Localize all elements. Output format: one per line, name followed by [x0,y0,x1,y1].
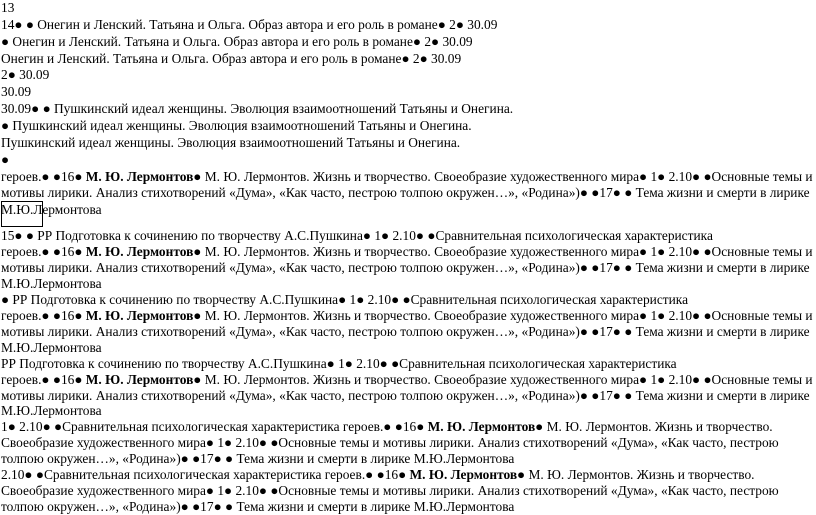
text-segment: толпою окружен…», «Родина»)● ●17● ● Тема жизни и смерти в лирике М.Ю.Лермонтова [1,499,515,515]
text-line [1,291,814,308]
text-segment: РР Подготовка к сочинению по творчеству А.С.Пушкина● 1● 2.10● ●Сравнительная психологическая характеристика [1,355,677,371]
text-segment: 30.09 [1,84,32,100]
text-line [1,498,814,515]
bold-author-name: М. Ю. Лермонтов● [427,419,544,435]
text-line [1,151,814,168]
text-line [1,434,814,451]
bold-author-name: М. Ю. Лермонтов● [85,307,202,323]
text-segment: Своеобразие художественного мира● 1● 2.10● ●Основные темы и мотивы лирики. Анализ стихотворений «Дума», «Как часто, пестрою [1,435,779,451]
text-segment: Пушкинский идеал женщины. Эволюция взаимоотношений Татьяны и Онегина. [1,134,461,150]
text-line [1,201,814,218]
text-segment: 14● ● Онегин и Ленский. Татьяна и Ольга. Образ автора и его роль в романе● 2● 30.09 [1,16,498,32]
text-line [1,243,814,260]
text-segment: ● Онегин и Ленский. Татьяна и Ольга. Образ автора и его роль в романе● 2● 30.09 [1,33,473,49]
text-line [1,227,814,244]
text-line [1,307,814,324]
bold-author-name: М. Ю. Лермонтов● [85,168,202,184]
text-line [1,371,814,388]
text-segment: героев.● ●16● [1,371,86,387]
text-segment: М.Ю.Лермонтова [1,403,102,419]
text-segment: 13 [1,0,15,15]
text-segment: М. Ю. Лермонтов. Жизнь и творчество. Своеобразие художественного мира● 1● 2.10● ●Основные темы и [201,168,813,184]
text-line [1,33,814,50]
text-line [1,100,814,117]
text-segment: 1● 2.10● ●Сравнительная психологическая характеристика героев.● ●16● [1,419,428,435]
text-segment: М. Ю. Лермонтов. Жизнь и творчество. Своеобразие художественного мира● 1● 2.10● ●Основные темы и [201,307,813,323]
bold-author-name: М. Ю. Лермонтов● [85,371,202,387]
text-line [1,275,814,292]
text-line [1,418,814,435]
text-segment: ● РР Подготовка к сочинению по творчеству А.С.Пушкина● 1● 2.10● ●Сравнительная психологическая характеристика [1,291,689,307]
text-line [1,402,814,419]
bold-author-name: М. Ю. Лермонтов● [409,467,526,483]
text-line [1,450,814,467]
text-line [1,50,814,67]
text-segment: М. Ю. Лермонтов. Жизнь и творчество. [525,467,755,483]
text-line [1,482,814,499]
text-line [1,355,814,372]
text-segment: ● [1,151,10,167]
text-segment: М.Ю.Лермонтова [1,202,102,218]
text-segment: М.Ю.Лермонтова [1,275,102,291]
text-line [1,117,814,134]
text-segment: ● Пушкинский идеал женщины. Эволюция взаимоотношений Татьяны и Онегина. [1,117,472,133]
text-segment: М. Ю. Лермонтов. Жизнь и творчество. Своеобразие художественного мира● 1● 2.10● ●Основные темы и [201,243,813,259]
text-line [1,466,814,483]
text-segment: Онегин и Ленский. Татьяна и Ольга. Образ автора и его роль в романе● 2● 30.09 [1,50,462,66]
text-line [1,323,814,340]
text-line [1,83,814,100]
text-segment: Своеобразие художественного мира● 1● 2.10● ●Основные темы и мотивы лирики. Анализ стихотворений «Дума», «Как часто, пестрою [1,483,779,499]
text-segment: героев.● ●16● [1,243,86,259]
text-line [1,168,814,185]
text-segment: героев.● ●16● [1,168,86,184]
bold-author-name: М. Ю. Лермонтов● [85,243,202,259]
text-segment: толпою окружен…», «Родина»)● ●17● ● Тема жизни и смерти в лирике М.Ю.Лермонтова [1,451,515,467]
text-segment: 30.09● ● Пушкинский идеал женщины. Эволюция взаимоотношений Татьяны и Онегина. [1,101,514,117]
text-line [1,387,814,404]
text-segment: мотивы лирики. Анализ стихотворений «Дума», «Как часто, пестрою толпою окружен…», «Родина»)● ●17● ● Тема жизни и смерти в лирике [1,387,810,403]
text-segment: героев.● ●16● [1,307,86,323]
text-segment: мотивы лирики. Анализ стихотворений «Дума», «Как часто, пестрою толпою окружен…», «Родина»)● ●17● ● Тема жизни и смерти в лирике [1,185,810,201]
text-line [1,0,814,16]
text-segment: 2● 30.09 [1,67,50,83]
text-line [1,16,814,33]
text-segment: М.Ю.Лермонтова [1,339,102,355]
text-segment: 15● ● РР Подготовка к сочинению по творчеству А.С.Пушкина● 1● 2.10● ●Сравнительная психологическая характеристика [1,228,713,243]
text-segment: М. Ю. Лермонтов. Жизнь и творчество. Своеобразие художественного мира● 1● 2.10● ●Основные темы и [201,371,813,387]
text-segment: М. Ю. Лермонтов. Жизнь и творчество. [543,419,773,435]
text-line [1,134,814,151]
text-segment: мотивы лирики. Анализ стихотворений «Дума», «Как часто, пестрою толпою окружен…», «Родина»)● ●17● ● Тема жизни и смерти в лирике [1,323,810,339]
text-line [1,259,814,276]
text-line [1,184,814,201]
text-segment: мотивы лирики. Анализ стихотворений «Дума», «Как часто, пестрою толпою окружен…», «Родина»)● ●17● ● Тема жизни и смерти в лирике [1,259,810,275]
text-segment: 2.10● ●Сравнительная психологическая характеристика героев.● ●16● [1,467,410,483]
text-line [1,66,814,83]
text-line [1,339,814,356]
